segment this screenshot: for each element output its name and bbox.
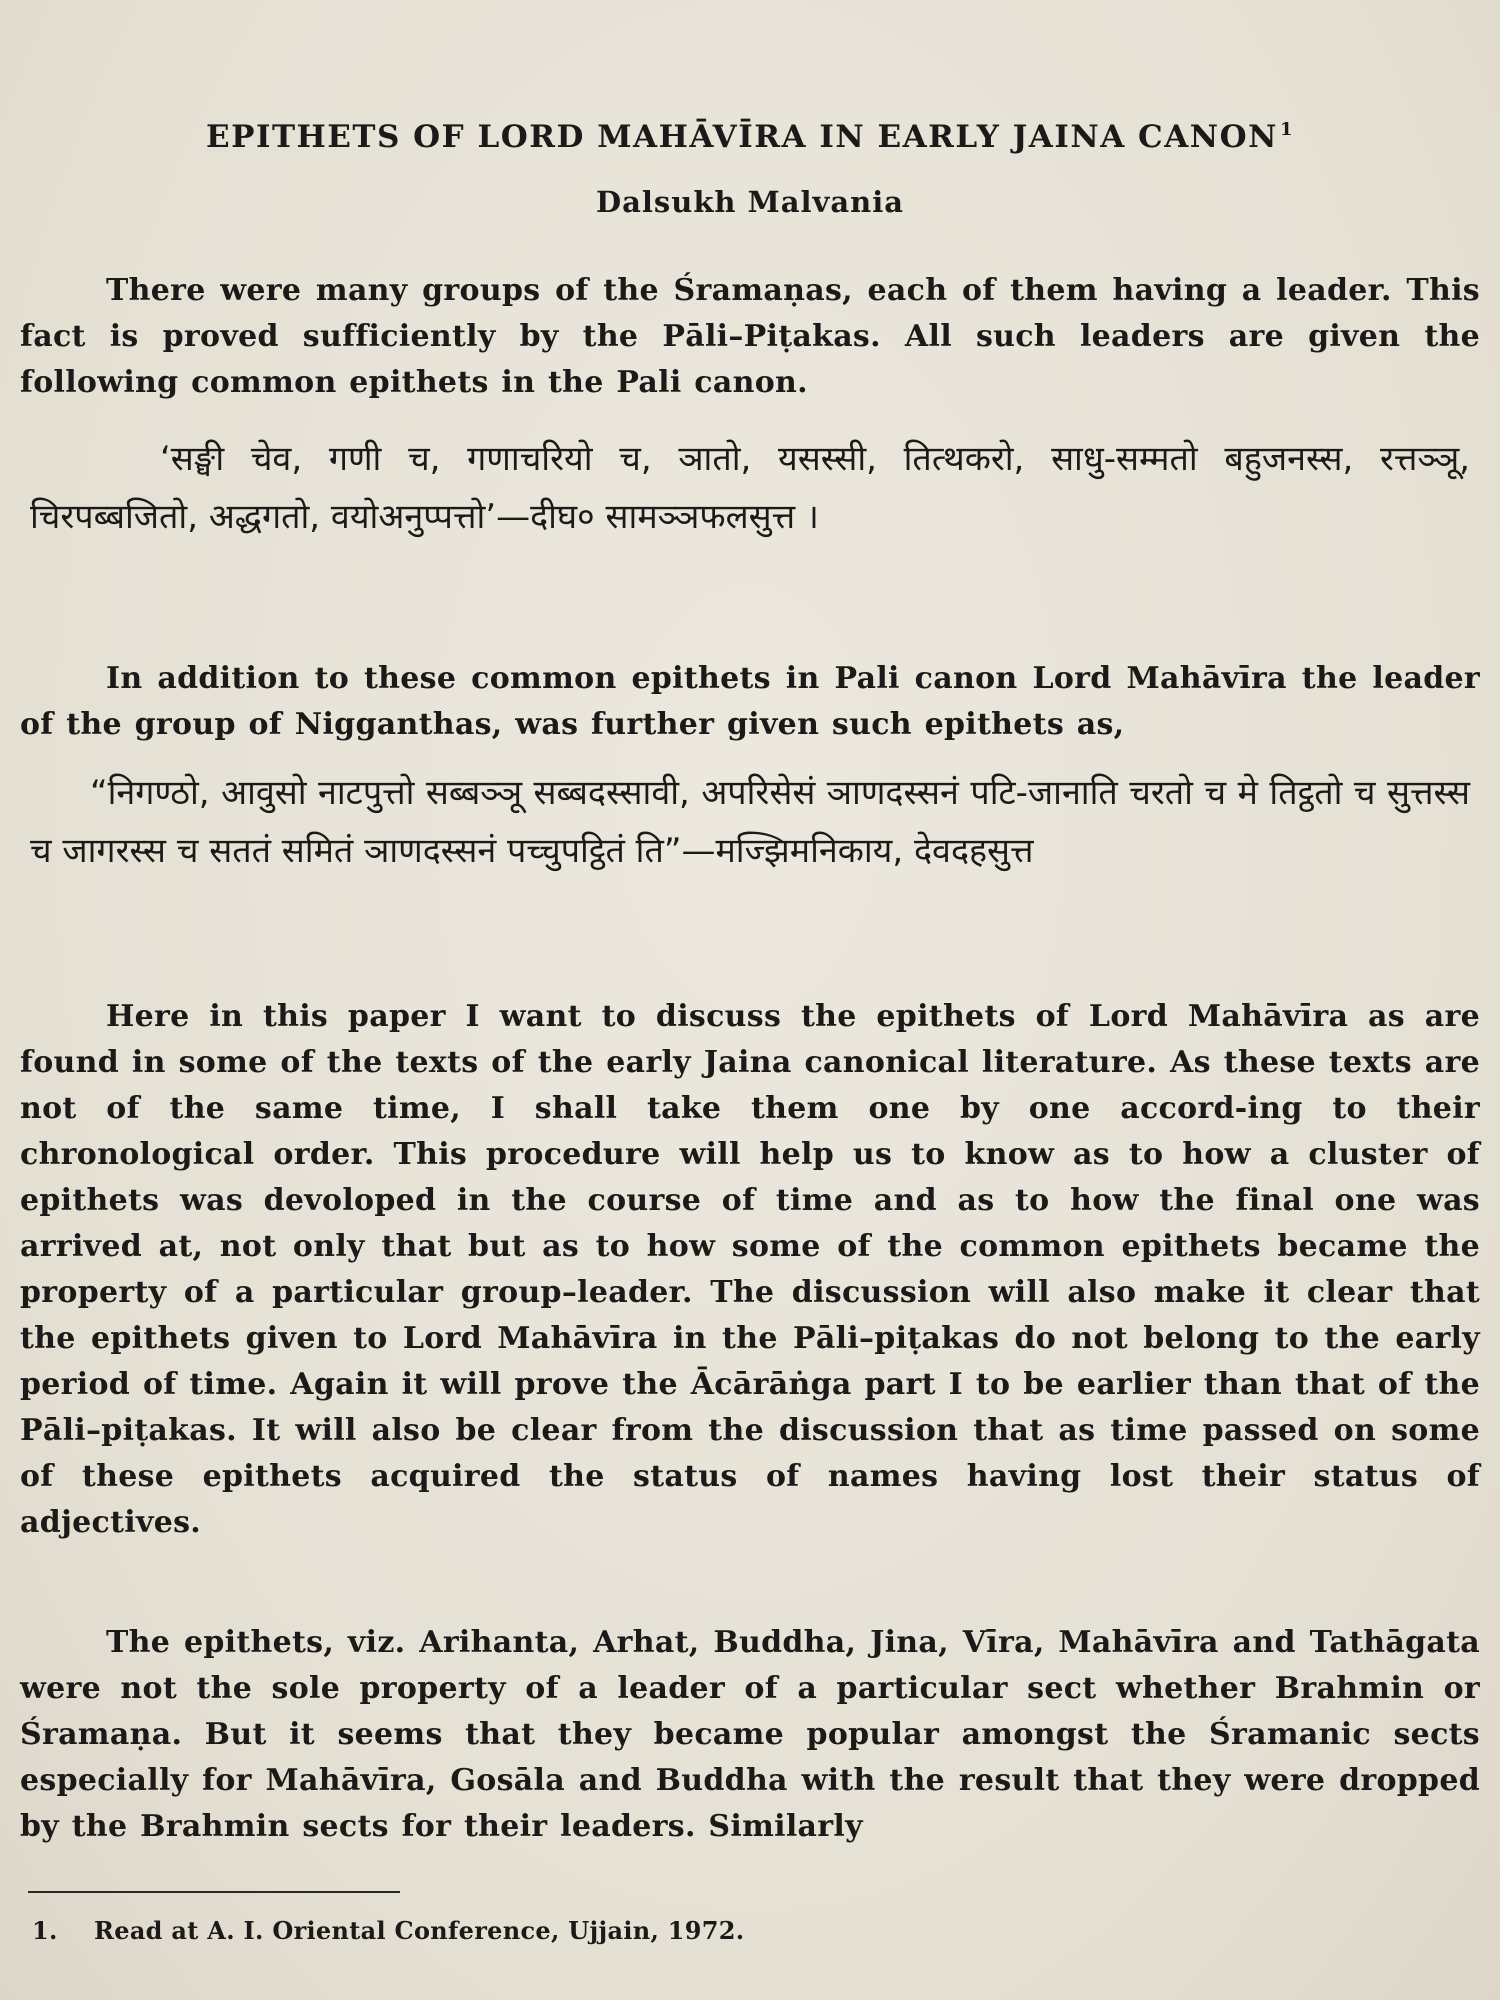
footnote: 1. Read at A. I. Oriental Conference, Ujjain, 1972. — [32, 1916, 745, 1945]
author-name: Dalsukh Malvania — [595, 185, 905, 219]
paragraph-1: There were many groups of the Śramaṇas, each of them having a leader. This fact is proved sufficiently by the Pāli–Piṭakas. All such leaders are given the following common epithets in the Pali canon. — [20, 273, 1480, 400]
pali-quote-digha: ‘सङ्घी चेव, गणी च, गणाचरियो च, ञातो, यसस्सी, तित्थकरो, साधु-सम्मतो बहुजनस्स, रत्तञ्ञू, चिरपब्बजितो, अद्धगतो, वयोअनुप्पत्तो’—दीघ० सामञ्ञफलसुत्त । — [30, 439, 1470, 537]
paragraph-4: The epithets, viz. Arihanta, Arhat, Buddha, Jina, Vīra, Mahāvīra and Tathāgata were not the sole property of a leader of a particular sect whether Brahmin or Śramaṇa. But it seems that they became popular amongst the Śramanic sects especially for Mahāvīra, Gosāla and Buddha with the result that they were dropped by the Brahmin sects for their leaders. Similarly — [20, 1625, 1480, 1844]
pali-quote-majjhima: “निगण्ठो, आवुसो नाटपुत्तो सब्बञ्ञू सब्बदस्सावी, अपरिसेसं ञाणदस्सनं पटि-जानाति चरतो च मे तिट्ठतो च सुत्तस्स च जागरस्स च सततं समितं ञाणदस्सनं पच्चुपट्ठितं ति”—मज्झिमनिकाय, देवदहसुत्त — [30, 773, 1470, 871]
title-footnote-mark: 1 — [1279, 118, 1294, 140]
paragraph-2: In addition to these common epithets in Pali canon Lord Mahāvīra the leader of the group of Nigganthas, was further given such epithets as, — [20, 661, 1480, 742]
paper-title: EPITHETS OF LORD MAHĀVĪRA IN EARLY JAINA CANON $^1$ — [206, 118, 1294, 155]
footnote-divider — [28, 1891, 400, 1893]
paragraph-3: Here in this paper I want to discuss the epithets of Lord Mahāvīra as are found in some of the texts of the early Jaina canonical literature. As these texts are not of the same time, I shall take them one by one accord-ing to their chronological order. This procedure will help us to know as to how a cluster of epithets was devoloped in the course of time and as to how the final one was arrived at, not only that but as to how some of the common epithets became the property of a particular group–leader. The discussion will also make it clear that the epithets given to Lord Mahāvīra in the Pāli–piṭakas do not belong to the early period of time. Again it will prove the Ācārāṅga part I to be earlier than that of the Pāli–piṭakas. It will also be clear from the discussion that as time passed on some of these epithets acquired the status of names having lost their status of adjectives. — [20, 999, 1480, 1540]
